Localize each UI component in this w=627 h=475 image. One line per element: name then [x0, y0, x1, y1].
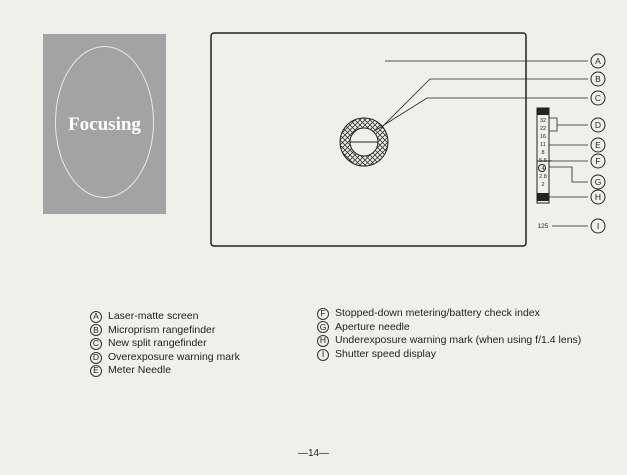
- scale-number: 2.8: [539, 174, 547, 180]
- legend-text: Meter Needle: [108, 364, 172, 377]
- legend-letter: C: [90, 338, 102, 350]
- callout-i: I: [596, 221, 600, 231]
- callout-g: G: [594, 177, 602, 187]
- callout-h: H: [594, 192, 602, 202]
- legend-text: Shutter speed display: [335, 347, 436, 360]
- legend-letter: H: [317, 335, 329, 347]
- legend-letter: F: [317, 308, 329, 320]
- legend-item: [317, 334, 581, 348]
- legend-item: [317, 307, 581, 321]
- legend-letter: G: [317, 321, 329, 333]
- callout-c: C: [594, 93, 602, 103]
- legend-item: [317, 348, 581, 362]
- section-title: Focusing: [68, 114, 141, 135]
- legend-letter: A: [90, 311, 102, 323]
- legend-item: [317, 321, 581, 335]
- legend-letter: E: [90, 365, 102, 377]
- legend-right: [317, 307, 581, 361]
- legend-text: Overexposure warning mark: [108, 350, 240, 363]
- legend-item: [90, 324, 240, 338]
- legend-text: Laser-matte screen: [108, 310, 199, 322]
- legend-letter: I: [317, 349, 329, 361]
- legend-text: Microprism rangefinder: [108, 323, 216, 336]
- legend-item: [90, 310, 240, 324]
- callout-e: E: [595, 140, 601, 150]
- callout-f: F: [595, 156, 601, 166]
- legend-letter: B: [90, 324, 102, 336]
- scale-number: 22: [539, 126, 547, 132]
- scale-number: 11: [540, 142, 546, 148]
- legend-text: Stopped-down metering/battery check index: [335, 307, 540, 319]
- scale-number: 2: [541, 182, 545, 188]
- legend-item: [90, 364, 240, 378]
- scale-number: 4: [541, 166, 545, 172]
- scale-number: 32: [539, 118, 547, 124]
- callout-a: A: [595, 56, 601, 66]
- legend-text: Underexposure warning mark (when using f/1.4 lens): [335, 334, 582, 347]
- legend-item: [90, 351, 240, 365]
- scale-number: 8: [541, 150, 545, 156]
- scale-number: 16: [539, 134, 547, 140]
- page-number: —14—: [297, 448, 330, 459]
- shutter-speed-value: 125: [537, 223, 549, 230]
- legend-text: New split rangefinder: [108, 337, 207, 350]
- callout-b: B: [595, 74, 601, 84]
- legend-left: [90, 310, 240, 378]
- callout-d: D: [594, 120, 602, 130]
- legend-text: Aperture needle: [335, 320, 410, 333]
- scale-number: 5.6: [539, 158, 547, 164]
- legend-letter: D: [90, 352, 102, 364]
- legend-item: [90, 337, 240, 351]
